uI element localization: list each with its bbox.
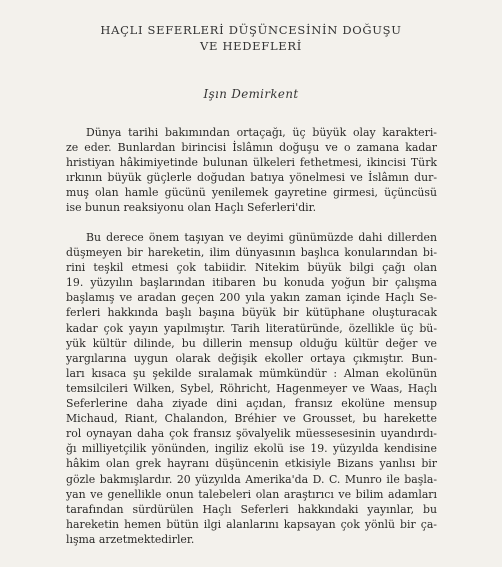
paragraph-line: gözle bakmışlardır. 20 yüzyılda Amerika'da D. C. Munro ile başla- [66,472,437,486]
paragraph-line: rol oynayan daha çok fransız şövalyelik müessesesinin uyandırdı- [66,427,437,441]
article-title [40,22,462,54]
paragraph-line: temsilcileri Wilken, Sybel, Röhricht, Hagenmeyer ve Waas, Haçlı [66,381,437,395]
paragraph-line: lışma arzetmektedirler. [66,532,195,546]
article-title-line-2: VE HEDEFLERİ [199,39,302,53]
paragraph-line: ze eder. Bunlardan birincisi İslâmın doğuşu ve o zamana kadar [66,141,437,155]
paragraph-line: hâkim olan grek hayranı düşüncenin etkisiyle Bizans yanlısı bir [66,457,437,471]
paragraph-1 [66,125,437,216]
paragraph-line: Michaud, Riant, Chalandon, Bréhier ve Grousset, bu harekette [66,412,437,426]
paragraph-line: kadar çok yayın yapılmıştır. Tarih literatüründe, özellikle üç bü- [66,321,437,335]
article-title-line-1: HAÇLI SEFERLERİ DÜŞÜNCESİNİN DOĞUŞU [100,23,402,37]
paragraph-line: tarafından sürdürülen Haçlı Seferleri hakkındaki yayınlar, bu [66,502,437,516]
paragraph-line: Bu derece önem taşıyan ve deyimi günümüzde dahi dillerden [86,231,437,244]
paragraph-line: başlamış ve aradan geçen 200 yıla yakın zaman içinde Haçlı Se- [66,291,437,305]
paragraph-line: hareketin hemen bütün ilgi alanlarını kapsayan çok yönlü bir ça- [66,517,437,531]
paragraph-line: ları kısaca şu şekilde sıralamak mümkündür : Alman ekolünün [66,366,437,380]
paragraph-line: ırkının büyük güçlerle doğudan batıya yönelmesi ve İslâmın dur- [66,171,437,185]
paragraph-line: yük kültür dilinde, bu dillerin mensup olduğu kültür değer ve [66,336,437,350]
paragraph-line: yan ve genellikle onun talebeleri olan araştırıcı ve bilim adamları [66,487,437,501]
paragraph-line: muş olan hamle gücünü yenilemek gayretine girmesi, üçüncüsü [66,186,437,200]
paragraph-2 [66,230,437,547]
paragraph-line: düşmeyen bir hareketin, ilim dünyasının başlıca konularından bi- [66,246,437,260]
paragraph-line: Dünya tarihi bakımından ortaçağı, üç büyük olay karakteri- [86,126,437,139]
paragraph-line: Seferlerine daha ziyade dini açıdan, fransız ekolüne mensup [66,397,437,411]
paragraph-line: yargılarına uygun olarak değişik ekoller ortaya çıkmıştır. Bun- [66,351,437,365]
paragraph-line: ferleri hakkında başlı başına büyük bir kütüphane oluşturacak [66,306,437,320]
paragraph-line: rini teşkil etmesi çok tabiidir. Nitekim büyük bilgi çağı olan [66,261,437,275]
paragraph-line: hristiyan hâkimiyetinde bulunan ülkeleri fethetmesi, ikincisi Türk [66,156,437,170]
article-author: Işın Demirkent [203,87,299,101]
paragraph-line: ğı milliyetçilik yönünden, ingiliz ekolü ise 19. yüzyılda kendisine [66,442,437,456]
paragraph-line: ise bunun reaksiyonu olan Haçlı Seferleri'dir. [66,201,317,215]
paragraph-line: 19. yüzyılın başlarından itibaren bu konuda yoğun bir çalışma [66,276,437,290]
